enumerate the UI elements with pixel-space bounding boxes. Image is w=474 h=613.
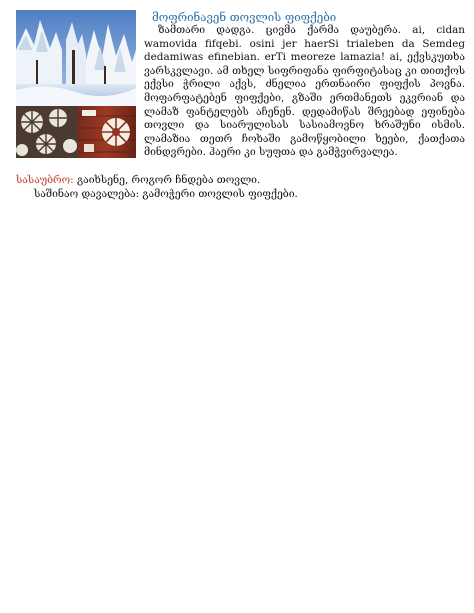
discussion-question: [16, 174, 456, 188]
article-title: მოფრინავენ თოვლის ფიფქები: [152, 10, 337, 24]
discussion-text: გაიხსენე, როგორ ჩნდება თოვლი.: [73, 174, 261, 186]
homework-assignment: საშინაო დავალება: გამოჭერი თოვლის ფიფქები.: [34, 187, 298, 200]
discussion-section: [16, 174, 456, 201]
article-body: ზამთარი დადგა. ცივმა ქარმა დაუბერა. ai, cidan wamovida fifqebi. osini jer haerSi trialeben da Semdeg dedamiwas efinebian. erTi meoreze lamazia! ai, ექვსკუთხა ვარსკვლავი. ამ თხელ სიფრიფანა ფირფიტასაც კი თითქოს ექვსი ჭრილი აქვს, ძნელია ერთნაირი ფიფქის პოვნა. მოფარფატებენ ფიფქები, გზაში ერთმანეთს ეკვრიან და ლამაზ ფანტელებს აჩენენ. დედამიწას შრეებად ეფინება თოვლი და სიარულისას სასიამოვნო ხრაშუნი ისმის. ლამაზია თეთრ ჩოხაში გამოწყობილი ხეები, ქათქათა მინდვრები. ჰაერი კი სუფთა და გამჭვირვალეა.: [144, 24, 465, 159]
winter-snowflakes-photo: [16, 10, 136, 158]
article: [140, 10, 465, 160]
discussion-label: სასაუბრო:: [16, 174, 74, 186]
